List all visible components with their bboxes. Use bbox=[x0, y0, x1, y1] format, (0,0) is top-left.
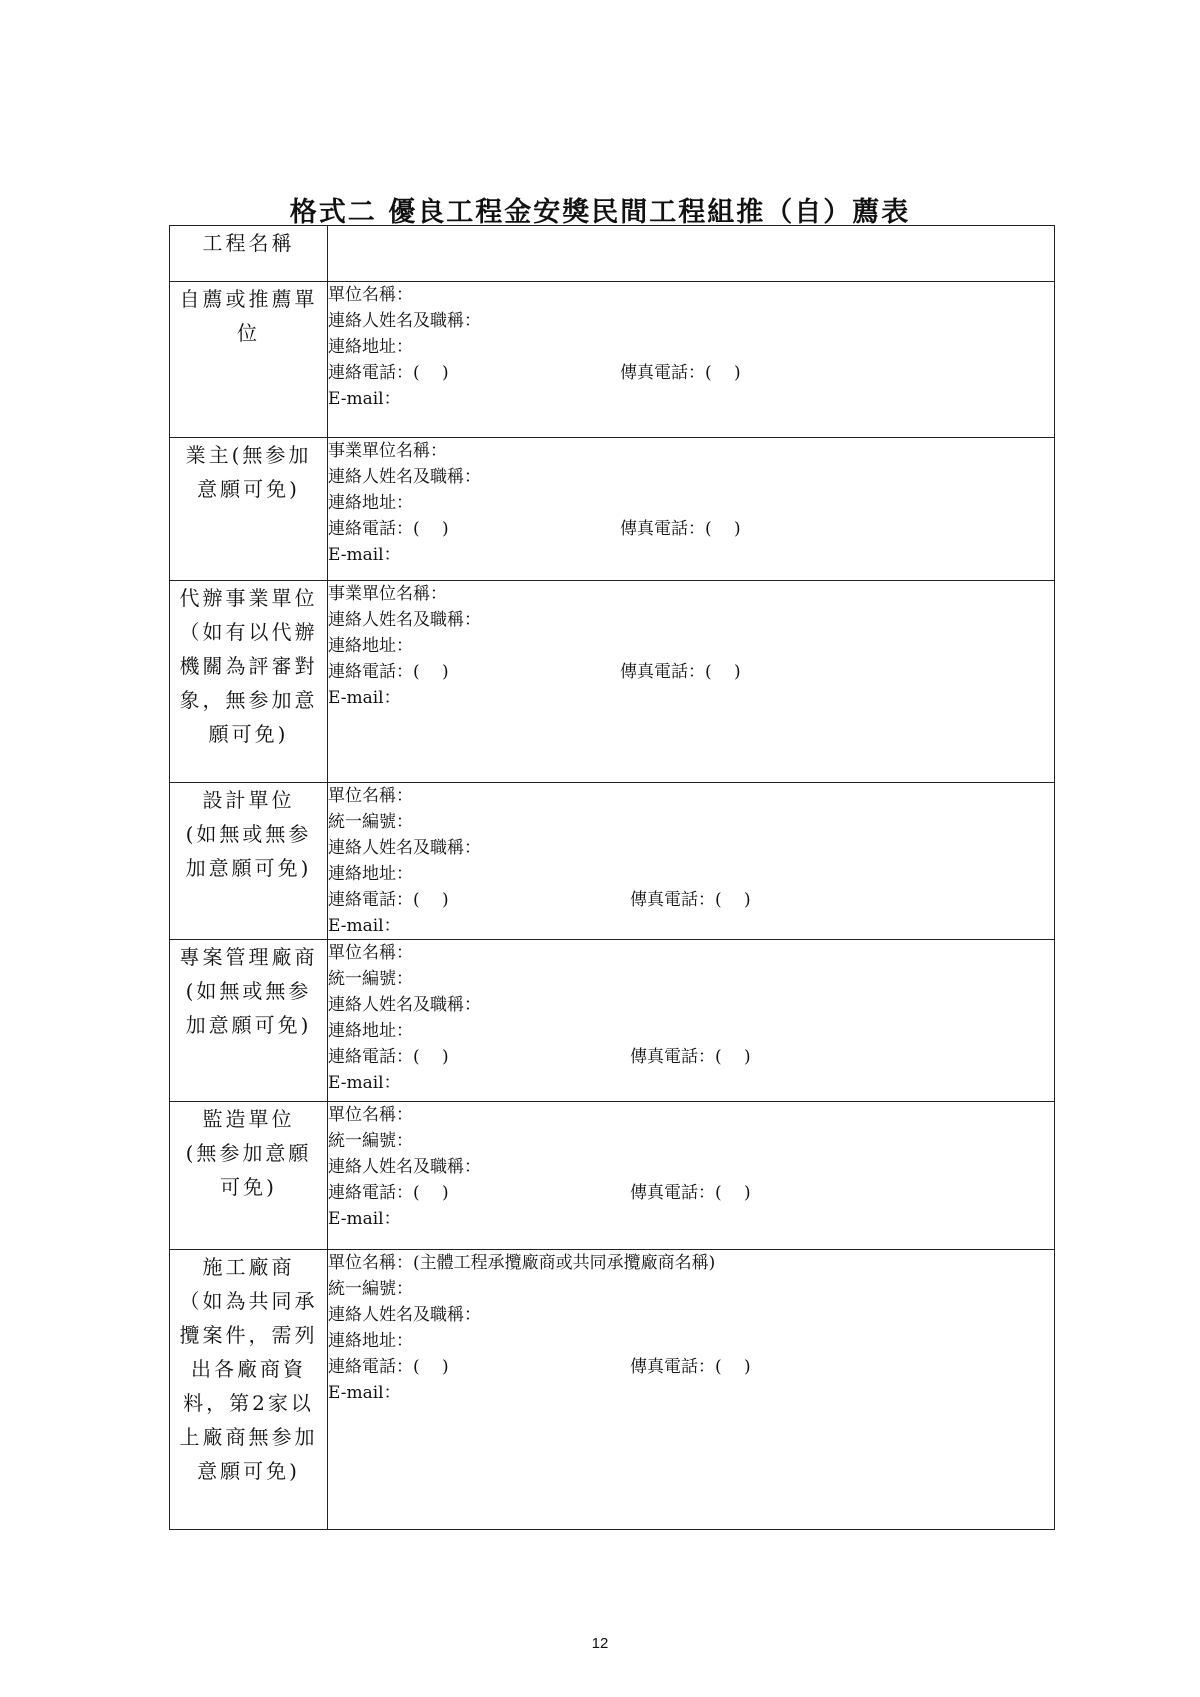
field-tax-id: 統一編號： bbox=[328, 812, 413, 832]
contact-fields[interactable] bbox=[328, 581, 1055, 783]
phone-fax-line bbox=[328, 1044, 1054, 1070]
field-tax-id: 統一編號： bbox=[328, 969, 413, 989]
phone-fax-line bbox=[328, 659, 1054, 685]
field-contact-person: 連絡人姓名及職稱： bbox=[328, 311, 481, 331]
field-fax: 傳真電話：( ) bbox=[630, 1357, 751, 1377]
label-line: 加意願可免) bbox=[185, 1013, 312, 1037]
phone-fax-line bbox=[328, 360, 1054, 386]
field-email: E-mail： bbox=[328, 1209, 401, 1229]
row-agent-unit bbox=[170, 581, 1055, 783]
field-unit-name: 單位名稱： bbox=[328, 1105, 413, 1125]
field-fax: 傳真電話：( ) bbox=[630, 1183, 751, 1203]
row-owner bbox=[170, 438, 1055, 581]
label-line: (如無或無参 bbox=[185, 822, 312, 846]
label-line: （如有以代辦 bbox=[179, 620, 318, 644]
row-label bbox=[170, 438, 328, 581]
row-label bbox=[170, 282, 328, 438]
label-line: 可免) bbox=[220, 1175, 277, 1199]
row-construction-vendor bbox=[170, 1250, 1055, 1530]
field-email: E-mail： bbox=[328, 545, 401, 565]
label-line: 象，無参加意 bbox=[179, 688, 318, 712]
row-label bbox=[170, 940, 328, 1102]
label-line: 施工廠商 bbox=[202, 1255, 295, 1279]
field-fax: 傳真電話：( ) bbox=[620, 363, 741, 383]
field-phone: 連絡電話：( ) bbox=[328, 1047, 449, 1067]
field-phone: 連絡電話：( ) bbox=[328, 890, 449, 910]
field-contact-person: 連絡人姓名及職稱： bbox=[328, 1305, 481, 1325]
field-phone: 連絡電話：( ) bbox=[328, 1183, 449, 1203]
label-line: 自薦或推薦單 bbox=[179, 287, 318, 311]
label-line: 料，第2家以 bbox=[183, 1391, 314, 1415]
label-line: 設計單位 bbox=[202, 788, 295, 812]
field-unit-name: 事業單位名稱： bbox=[328, 584, 447, 604]
field-contact-person: 連絡人姓名及職稱： bbox=[328, 467, 481, 487]
contact-fields[interactable] bbox=[328, 940, 1055, 1102]
field-email: E-mail： bbox=[328, 916, 401, 936]
field-contact-person: 連絡人姓名及職稱： bbox=[328, 838, 481, 858]
row-label bbox=[170, 783, 328, 940]
label-line: (如無或無参 bbox=[185, 979, 312, 1003]
label-line: 工程名稱 bbox=[202, 231, 295, 255]
field-unit-name: 單位名稱： bbox=[328, 943, 413, 963]
phone-fax-line bbox=[328, 887, 1054, 913]
label-line: 位 bbox=[237, 321, 260, 345]
label-line: 機關為評審對 bbox=[179, 654, 318, 678]
nomination-form-table bbox=[169, 225, 1055, 1530]
field-email: E-mail： bbox=[328, 688, 401, 708]
field-phone: 連絡電話：( ) bbox=[328, 519, 449, 539]
field-phone: 連絡電話：( ) bbox=[328, 363, 449, 383]
label-line: 加意願可免) bbox=[185, 856, 312, 880]
row-project-name bbox=[170, 226, 1055, 282]
phone-fax-line bbox=[328, 516, 1054, 542]
field-unit-name: 單位名稱： bbox=[328, 786, 413, 806]
row-nominating-unit bbox=[170, 282, 1055, 438]
form-title: 格式二 優良工程金安獎民間工程組推（自）薦表 bbox=[289, 197, 911, 228]
label-line: 業主(無参加 bbox=[185, 443, 312, 467]
field-fax: 傳真電話：( ) bbox=[630, 1047, 751, 1067]
field-unit-name: 事業單位名稱： bbox=[328, 441, 447, 461]
label-line: 攬案件，需列 bbox=[179, 1323, 318, 1347]
field-email: E-mail： bbox=[328, 1383, 401, 1403]
label-line: 專案管理廠商 bbox=[179, 945, 318, 969]
field-address: 連絡地址： bbox=[328, 636, 413, 656]
field-email: E-mail： bbox=[328, 389, 401, 409]
row-pm-vendor bbox=[170, 940, 1055, 1102]
field-address: 連絡地址： bbox=[328, 864, 413, 884]
field-unit-name: 單位名稱：(主體工程承攬廠商或共同承攬廠商名稱) bbox=[328, 1253, 716, 1273]
field-tax-id: 統一編號： bbox=[328, 1279, 413, 1299]
field-contact-person: 連絡人姓名及職稱： bbox=[328, 995, 481, 1015]
phone-fax-line bbox=[328, 1354, 1054, 1380]
label-line: 代辦事業單位 bbox=[179, 586, 318, 610]
contact-fields[interactable] bbox=[328, 438, 1055, 581]
label-line: 願可免) bbox=[208, 722, 289, 746]
field-contact-person: 連絡人姓名及職稱： bbox=[328, 1157, 481, 1177]
phone-fax-line bbox=[328, 1180, 1054, 1206]
row-design-unit bbox=[170, 783, 1055, 940]
row-label bbox=[170, 581, 328, 783]
label-line: 出各廠商資 bbox=[191, 1357, 306, 1381]
row-label bbox=[170, 1102, 328, 1250]
label-line: 上廠商無参加 bbox=[179, 1425, 318, 1449]
contact-fields[interactable] bbox=[328, 783, 1055, 940]
page-number: 12 bbox=[591, 1635, 609, 1652]
field-email: E-mail： bbox=[328, 1073, 401, 1093]
field-fax: 傳真電話：( ) bbox=[620, 519, 741, 539]
field-contact-person: 連絡人姓名及職稱： bbox=[328, 610, 481, 630]
field-phone: 連絡電話：( ) bbox=[328, 662, 449, 682]
contact-fields[interactable] bbox=[328, 1102, 1055, 1250]
label-line: (無参加意願 bbox=[185, 1141, 312, 1165]
label-line: 意願可免) bbox=[197, 1459, 300, 1483]
field-tax-id: 統一編號： bbox=[328, 1131, 413, 1151]
label-line: （如為共同承 bbox=[179, 1289, 318, 1313]
field-fax: 傳真電話：( ) bbox=[620, 662, 741, 682]
row-label bbox=[170, 1250, 328, 1530]
field-address: 連絡地址： bbox=[328, 337, 413, 357]
field-address: 連絡地址： bbox=[328, 493, 413, 513]
row-supervision-unit bbox=[170, 1102, 1055, 1250]
contact-fields[interactable] bbox=[328, 1250, 1055, 1530]
field-address: 連絡地址： bbox=[328, 1021, 413, 1041]
contact-fields[interactable] bbox=[328, 282, 1055, 438]
field-phone: 連絡電話：( ) bbox=[328, 1357, 449, 1377]
row-label bbox=[170, 226, 328, 282]
field-address: 連絡地址： bbox=[328, 1331, 413, 1351]
field-unit-name: 單位名稱： bbox=[328, 285, 413, 305]
project-name-field[interactable] bbox=[328, 226, 1055, 282]
label-line: 意願可免) bbox=[197, 477, 300, 501]
field-fax: 傳真電話：( ) bbox=[630, 890, 751, 910]
label-line: 監造單位 bbox=[202, 1107, 295, 1131]
